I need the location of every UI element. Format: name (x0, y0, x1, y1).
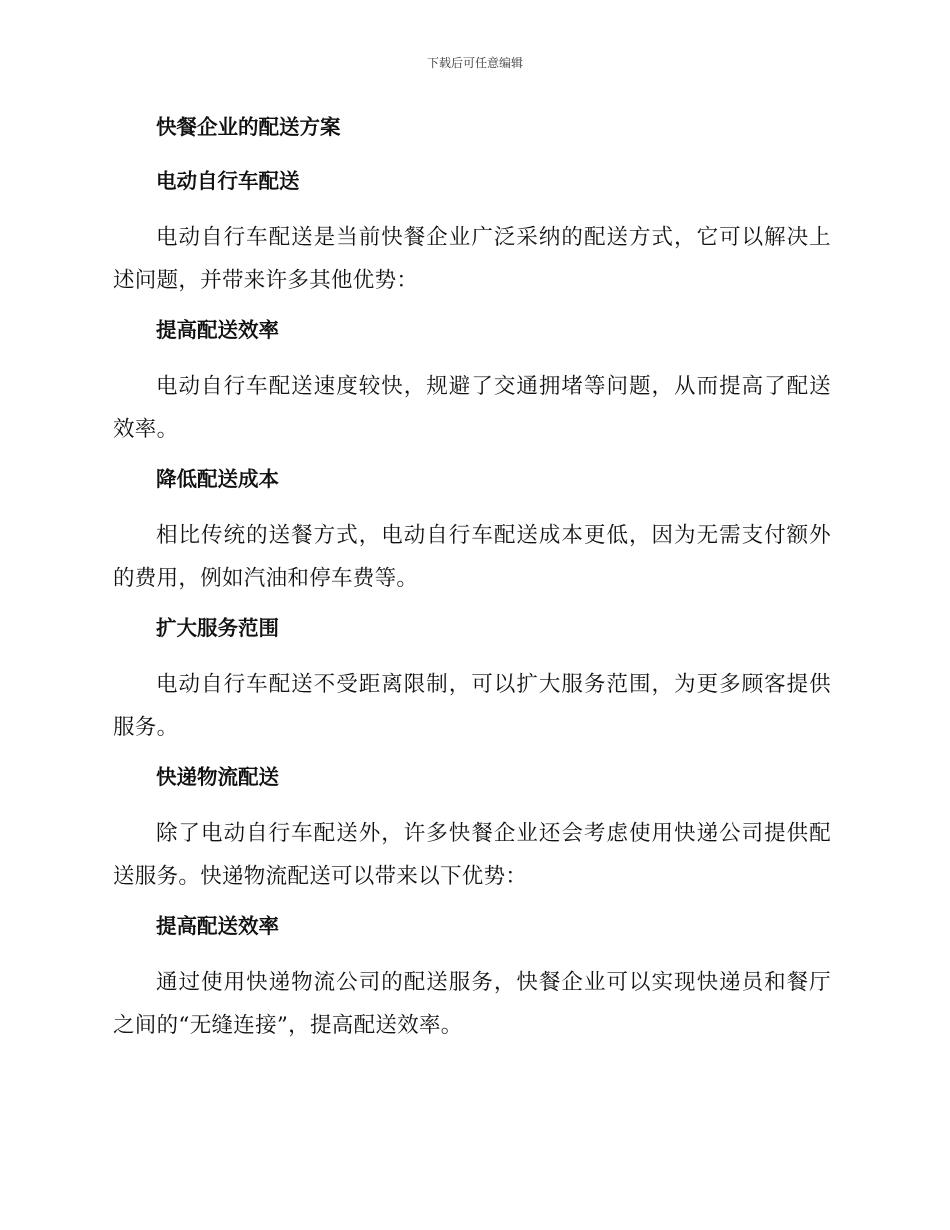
subsection-heading: 降低配送成本 (156, 467, 279, 491)
paragraph: 相比传统的送餐方式，电动自行车配送成本更低，因为无需支付额外的费用，例如汽油和停车费等。 (113, 523, 831, 591)
subsection-heading: 扩大服务范围 (156, 616, 279, 640)
paragraph: 通过使用快递物流公司的配送服务，快餐企业可以实现快递员和餐厅之间的“无缝连接”，提高配送效率。 (113, 970, 831, 1038)
section-heading: 电动自行车配送 (156, 169, 300, 193)
paragraph: 电动自行车配送是当前快餐企业广泛采纳的配送方式，它可以解决上述问题，并带来许多其他优势： (113, 225, 831, 293)
subsection-heading: 提高配送效率 (156, 318, 279, 342)
section-heading: 快递物流配送 (156, 765, 279, 789)
doc-title: 快餐企业的配送方案 (156, 115, 341, 139)
paragraph: 电动自行车配送不受距离限制，可以扩大服务范围，为更多顾客提供服务。 (113, 672, 831, 740)
document-body (113, 108, 831, 1056)
paragraph: 除了电动自行车配送外，许多快餐企业还会考虑使用快递公司提供配送服务。快递物流配送可以带来以下优势： (113, 821, 831, 889)
page-header-note: 下载后可任意编辑 (426, 56, 523, 70)
paragraph: 电动自行车配送速度较快，规避了交通拥堵等问题，从而提高了配送效率。 (113, 374, 831, 442)
subsection-heading: 提高配送效率 (156, 914, 279, 938)
